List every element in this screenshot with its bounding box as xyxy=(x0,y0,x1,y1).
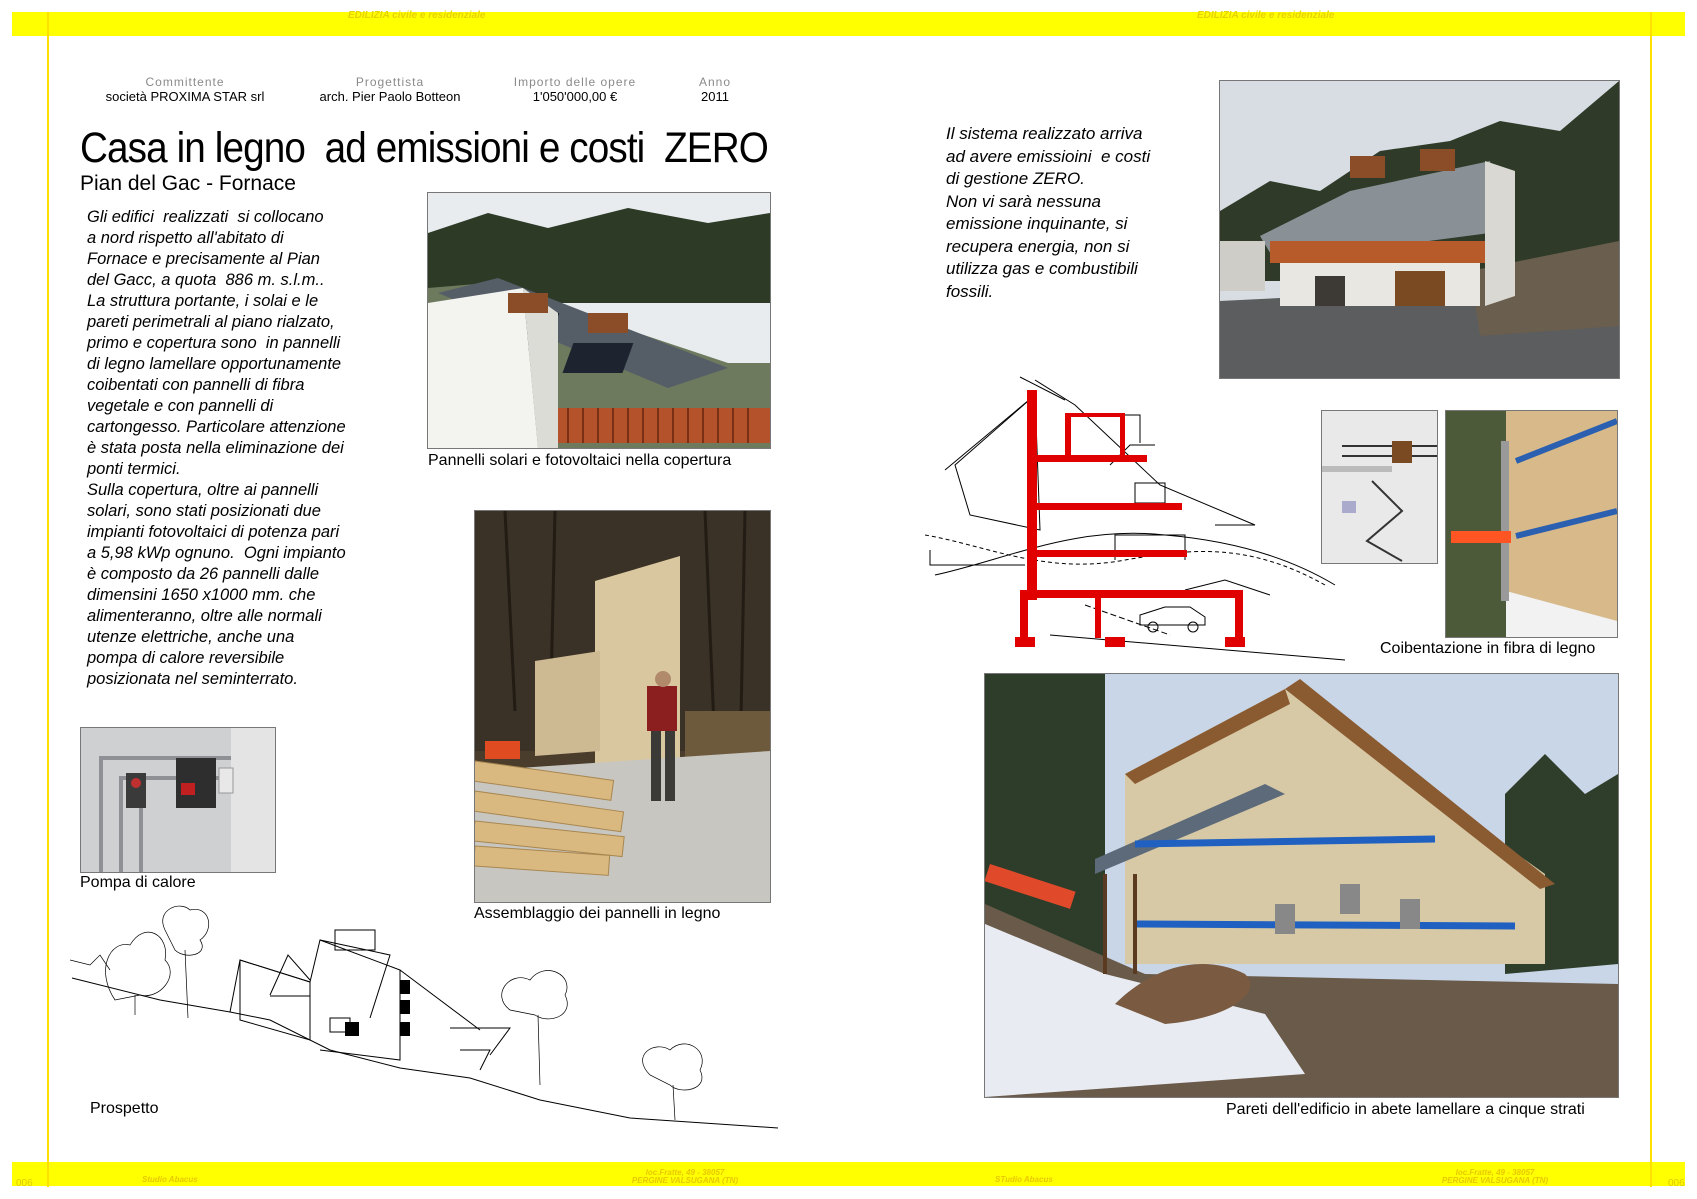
body-text-line: cartongesso. Particolare attenzione xyxy=(87,418,346,436)
meta-value: società PROXIMA STAR srl xyxy=(105,89,265,104)
meta-value: 1'050'000,00 € xyxy=(532,89,618,104)
meta-label: Importo delle opere xyxy=(513,75,637,89)
elevation-drawing xyxy=(70,900,780,1135)
body-text-line: La struttura portante, i solai e le xyxy=(87,292,319,310)
summary-text-line: fossili. xyxy=(946,281,994,301)
meta-committente xyxy=(90,76,280,104)
heat-pump-photo xyxy=(80,727,276,873)
body-text-line: posizionata nel seminterrato. xyxy=(87,670,298,688)
page-guide-line xyxy=(47,12,49,1187)
meta-anno xyxy=(680,76,750,104)
footer-studio-left: Studio Abacus xyxy=(142,1175,198,1184)
meta-label: Anno xyxy=(698,75,732,89)
body-text-line: Fornace e precisamente al Pian xyxy=(87,250,320,268)
body-text-line: alimenteranno, oltre alle normali xyxy=(87,607,322,625)
body-text-line: dimensini 1650 x1000 mm. che xyxy=(87,586,316,604)
page-subtitle: Pian del Gac - Fornace xyxy=(80,172,296,195)
summary-text-line: recupera energia, non si xyxy=(946,236,1130,256)
body-text-line: ponti termici. xyxy=(87,460,181,478)
body-text-line: coibentati con pannelli di fibra xyxy=(87,376,305,394)
solar-caption: Pannelli solari e fotovoltaici nella copertura xyxy=(428,452,732,469)
summary-text-line: ad avere emissioini e costi xyxy=(946,146,1151,166)
header-text-right: EDILIZIA civile e residenziale xyxy=(1197,10,1335,21)
meta-importo xyxy=(500,76,650,104)
meta-value: 2011 xyxy=(701,89,729,104)
summary-text-line: utilizza gas e combustibili xyxy=(946,259,1138,278)
page-number-left: 006 xyxy=(16,1178,33,1189)
solar-roof-photo xyxy=(427,192,771,449)
body-text-line: del Gacc, a quota 886 m. s.l.m.. xyxy=(87,271,325,289)
body-text-line: a nord rispetto all'abitato di xyxy=(87,229,284,247)
pump-caption: Pompa di calore xyxy=(80,874,196,891)
body-text-line: vegetale e con pannelli di xyxy=(87,397,274,415)
body-text-line: è composto da 26 pannelli dalle xyxy=(87,565,320,583)
house-front-photo xyxy=(1219,80,1620,379)
page-guide-line xyxy=(1650,12,1652,1187)
elevation-caption: Prospetto xyxy=(90,1100,159,1117)
body-text-line: Sulla copertura, oltre ai pannelli xyxy=(87,481,319,499)
footer-address-left xyxy=(610,1169,760,1185)
summary-text-line: di gestione ZERO. xyxy=(946,169,1085,188)
body-text-line: a 5,98 kWp ognuno. Ogni impianto xyxy=(87,544,346,562)
body-text-line: di legno lamellare opportunamente xyxy=(87,355,342,373)
assembly-photo xyxy=(474,510,771,903)
summary-text-line: Non vi sarà nessuna xyxy=(946,191,1101,211)
body-text-line: impianti fotovoltaici di potenza pari xyxy=(87,523,340,541)
section-drawing xyxy=(925,375,1355,665)
summary-text xyxy=(946,123,1196,303)
walls-caption: Pareti dell'edificio in abete lamellare a cinque strati xyxy=(1226,1101,1585,1118)
meta-value: arch. Pier Paolo Botteon xyxy=(319,89,461,104)
footer-address-right xyxy=(1420,1169,1570,1185)
body-text-line: Gli edifici realizzati si collocano xyxy=(87,208,324,226)
body-text xyxy=(87,207,417,690)
header-band xyxy=(12,12,1685,36)
page-title: Casa in legno ad emissioni e costi ZERO xyxy=(80,124,768,172)
header-text-left: EDILIZIA civile e residenziale xyxy=(348,10,486,21)
assembly-caption: Assemblaggio dei pannelli in legno xyxy=(474,905,721,922)
meta-label: Progettista xyxy=(355,75,425,89)
body-text-line: primo e copertura sono in pannelli xyxy=(87,334,341,352)
page-number-right: 006 xyxy=(1668,1178,1685,1189)
walls-photo xyxy=(984,673,1619,1098)
footer-address-line: PERGINE VALSUGANA (TN) xyxy=(1441,1176,1549,1185)
footer-address-line: loc.Fratte, 49 - 38057 xyxy=(1455,1168,1535,1177)
footer-address-line: PERGINE VALSUGANA (TN) xyxy=(631,1176,739,1185)
body-text-line: utenze elettriche, anche una xyxy=(87,628,295,646)
meta-label: Committente xyxy=(145,75,225,89)
insulation-caption: Coibentazione in fibra di legno xyxy=(1380,640,1596,657)
footer-studio-right: STudio Abacus xyxy=(995,1175,1053,1184)
body-text-line: solari, sono stati posizionati due xyxy=(87,502,321,520)
body-text-line: pompa di calore reversibile xyxy=(87,649,285,667)
body-text-line: è stata posta nella eliminazione dei xyxy=(87,439,344,457)
interior-stairs-photo xyxy=(1321,410,1438,564)
summary-text-line: emissione inquinante, si xyxy=(946,214,1128,233)
footer-address-line: loc.Fratte, 49 - 38057 xyxy=(645,1168,725,1177)
summary-text-line: Il sistema realizzato arriva xyxy=(946,124,1143,143)
body-text-line: pareti perimetrali al piano rialzato, xyxy=(87,313,335,331)
meta-progettista xyxy=(300,76,480,104)
insulation-photo xyxy=(1445,410,1618,638)
